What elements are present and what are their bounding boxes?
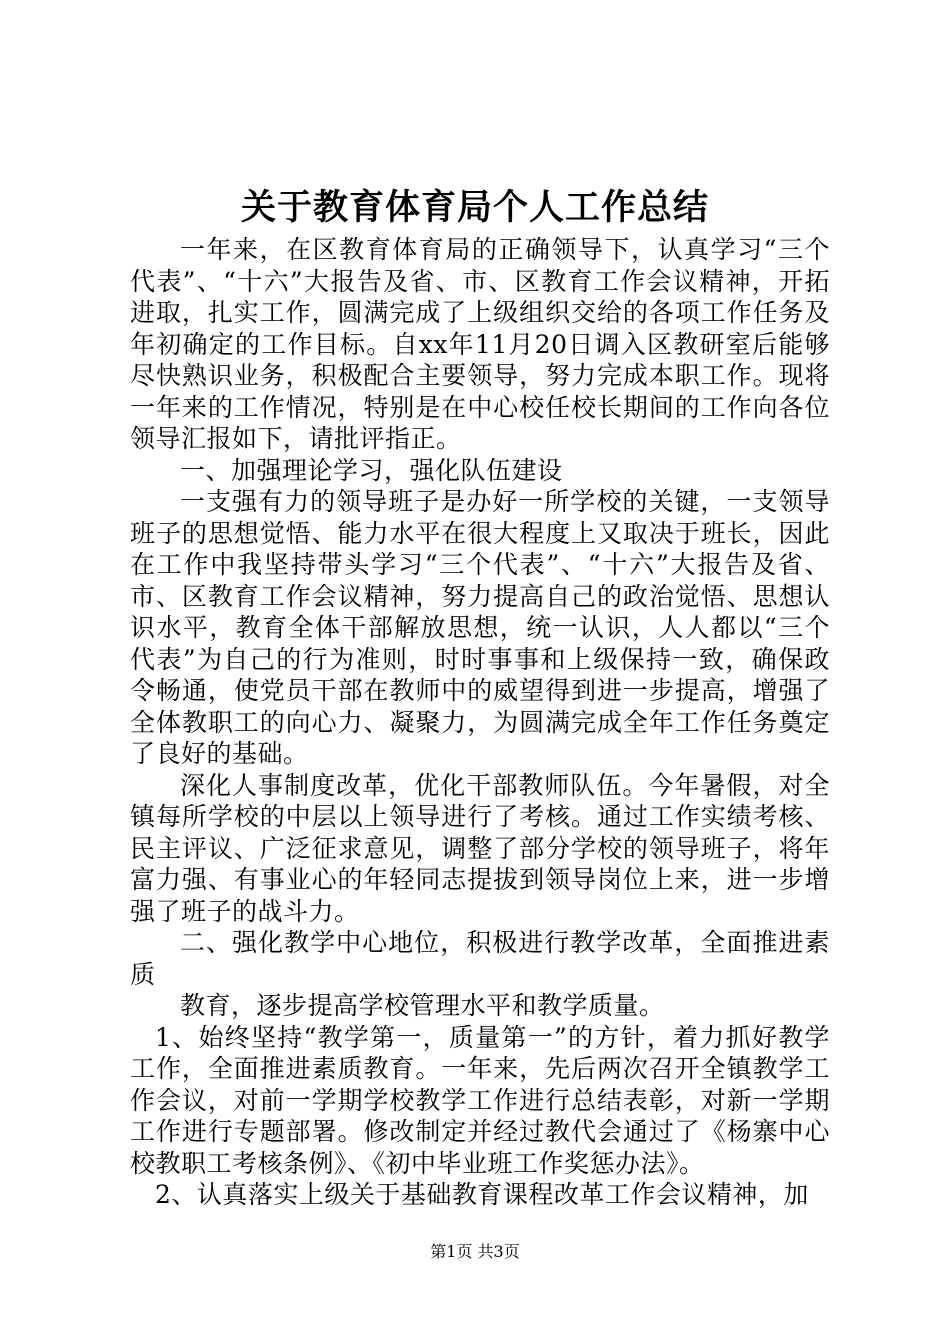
document-body <box>130 234 830 1211</box>
paragraph-intro: 一年来，在区教育体育局的正确领导下，认真学习“三个代表”、“十六”大报告及省、市、区教育工作会议精神，开拓进取，扎实工作，圆满完成了上级组织交给的各项工作任务及年初确定的工作目标。自xx年11月20日调入区教研室后能够尽快熟识业务，积极配合主要领导，努力完成本职工作。现将一年来的工作情况，特别是在中心校任校长期间的工作向各位领导汇报如下，请批评指正。 <box>130 235 830 453</box>
paragraph-personnel-reform: 深化人事制度改革，优化干部教师队伍。今年暑假，对全镇每所学校的中层以上领导进行了考核。通过工作实绩考核、民主评议、广泛征求意见，调整了部分学校的领导班子，将年富力强、有事业心的年轻同志提拔到领导岗位上来，进一步增强了班子的战斗力。 <box>130 770 830 926</box>
paragraph-leadership: 一支强有力的领导班子是办好一所学校的关键，一支领导班子的思想觉悟、能力水平在很大程度上又取决于班长，因此在工作中我坚持带头学习“三个代表”、“十六”大报告及省、市、区教育工作会议精神，努力提高自己的政治觉悟、思想认识水平，教育全体干部解放思想，统一认识，人人都以“三个代表”为自己的行为准则，时时事事和上级保持一致，确保政令畅通，使党员干部在教师中的威望得到进一步提高，增强了全体教职工的向心力、凝聚力，为圆满完成全年工作任务奠定了良好的基础。 <box>130 487 830 768</box>
page-number-footer: 第1页 共3页 <box>430 1242 520 1261</box>
document-title: 关于教育体育局个人工作总结 <box>240 188 709 228</box>
section-heading-2: 二、强化教学中心地位，积极进行教学改革，全面推进素质 <box>130 928 830 989</box>
paragraph-item-2: 2、认真落实上级关于基础教育课程改革工作会议精神，加 <box>155 1180 809 1209</box>
section-heading-1: 一、加强理论学习，强化队伍建设 <box>180 455 563 485</box>
paragraph-item-1: 1、始终坚持“教学第一，质量第一”的方针，着力抓好教学工作，全面推进素质教育。一年来，先后两次召开全镇教学工作会议，对前一学期学校教学工作进行总结表彰，对新一学期工作进行专题部署。修改制定并经过教代会通过了《杨寨中心校教职工考核条例》、《初中毕业班工作奖惩办法》。 <box>130 1022 830 1178</box>
section-heading-2-continued: 教育，逐步提高学校管理水平和教学质量。 <box>180 991 665 1020</box>
